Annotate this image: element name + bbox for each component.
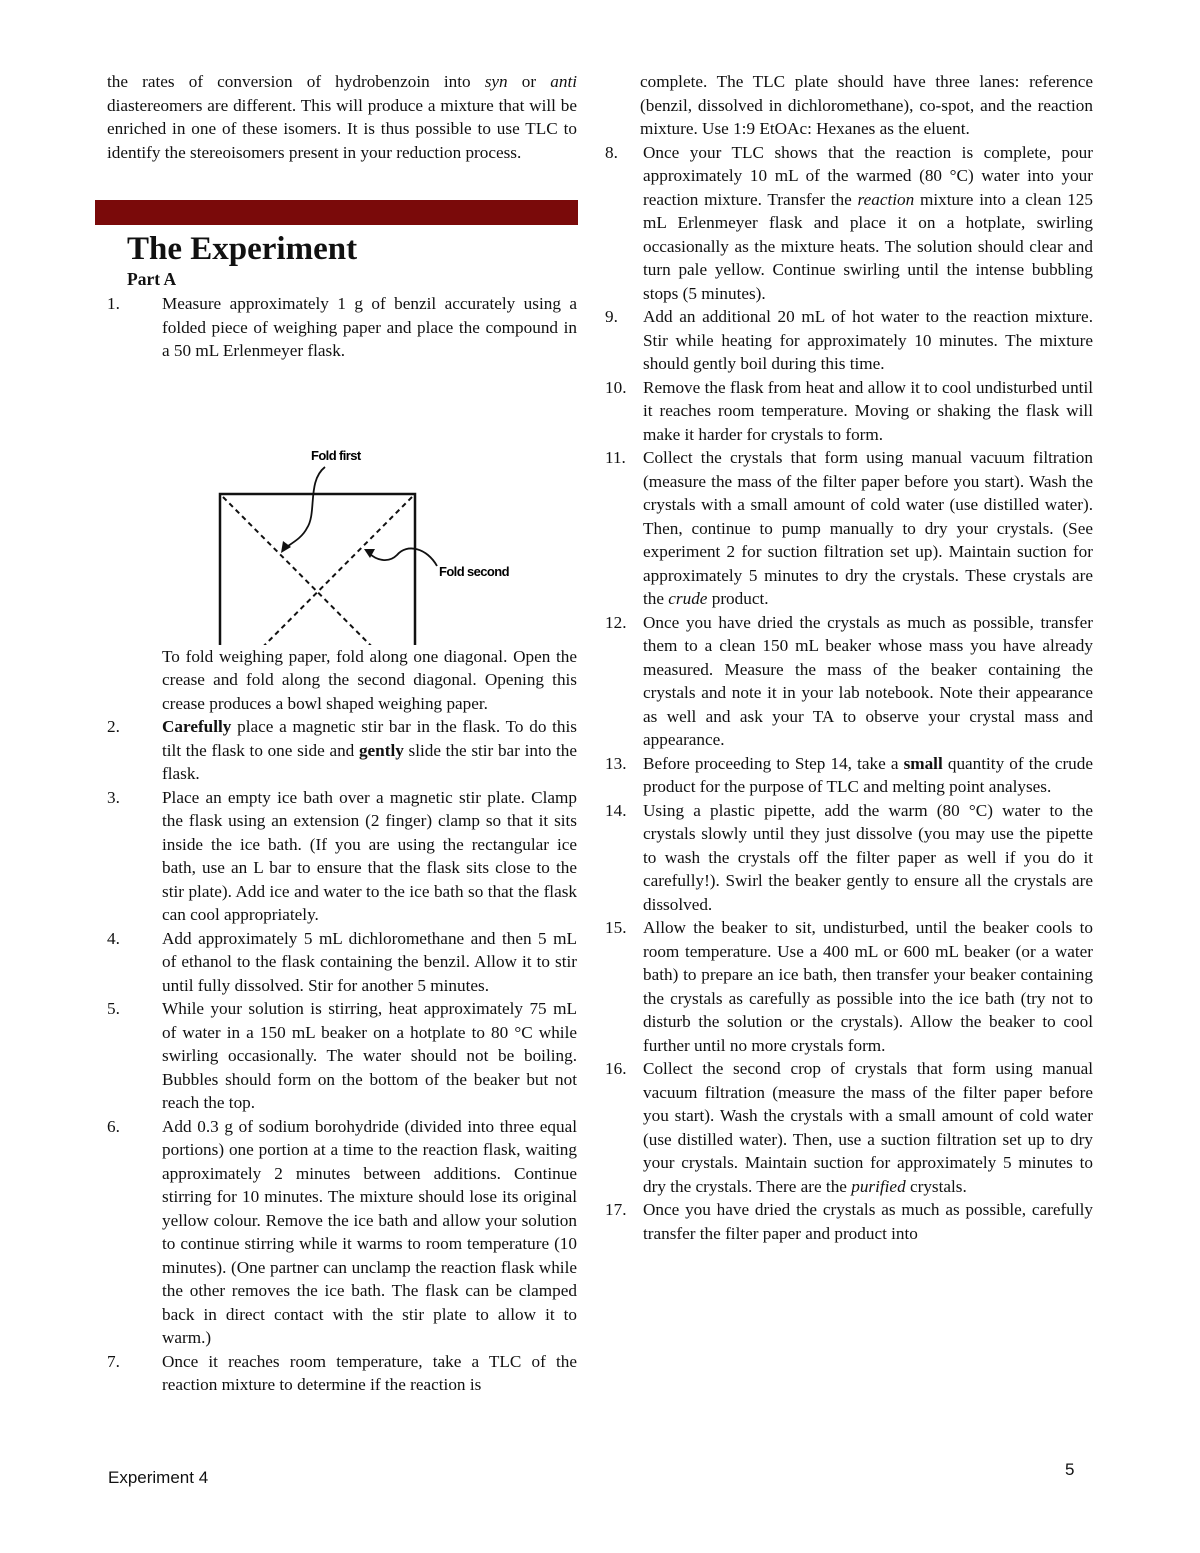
step-1: 1. Measure approximately 1 g of benzil accurately using a folded piece of weighing paper and place the compound in a 50 mL Erlenmeyer flask.	[107, 294, 577, 360]
diagonal-first	[223, 497, 412, 645]
step-16: 16. Collect the second crop of crystals that form using manual vacuum filtration (measure the mass of the filter paper before you start). Wash the crystals with a small amount of cold water (use distilled water). Then, use a suction filtration set up to dry your crystals. Maintain suction for approximately 5 minutes to dry the crystals. There are the purified crystals.	[605, 1059, 1093, 1196]
section-divider-bar	[95, 200, 578, 225]
step-3: 3. Place an empty ice bath over a magnetic stir plate. Clamp the flask using an extension (2 finger) clamp so that it sits inside the ice bath. (If you are using the rectangular ice bath, use an L bar to ensure that the flask sits close to the stir plate). Add ice and water to the ice bath so that the flask can cool appropriately.	[107, 787, 577, 924]
fold-diagram-svg	[107, 363, 577, 645]
step-6: 6. Add 0.3 g of sodium borohydride (divided into three equal portions) one portion at a time to the reaction flask, waiting approximately 2 minutes between additions. Continue stirring for 10 minutes. The mixture should lose its original yellow colour. Remove the ice bath and allow your solution to continue stirring while it warms to room temperature (10 minutes). (One partner can unclamp the reaction flask while the other removes the ice bath. The flask can be clamped back in direct contact with the stir plate to allow it to warm.)	[107, 1116, 577, 1347]
step-10: 10. Remove the flask from heat and allow it to cool undisturbed until it reaches room temperature. Moving or shaking the flask will make it harder for crystals to form.	[605, 377, 1093, 444]
step-9: 9. Add an additional 20 mL of hot water to the reaction mixture. Stir while heating for approximately 10 minutes. The mixture should gently boil during this time.	[605, 307, 1093, 373]
step-17: 17. Once you have dried the crystals as much as possible, carefully transfer the filter paper and product into	[605, 1200, 1093, 1243]
label-fold-second: Fold second	[439, 563, 509, 579]
label-fold-first: Fold first	[311, 447, 361, 463]
step-15: 15. Allow the beaker to sit, undisturbed, until the beaker cools to room temperature. Use a 400 mL or 600 mL beaker (or a water bath) to prepare an ice bath, then transfer your beaker containing the crystals as carefully as possible into the ice bath (try not to disturb the solution or the crystals). Allow the beaker to cool further until no more crystals form.	[605, 918, 1093, 1055]
weighing-paper-diagram	[107, 363, 577, 645]
arrow-second-line	[369, 548, 437, 566]
step-2: 2. Carefully place a magnetic stir bar in the flask. To do this tilt the flask to one side and gently slide the stir bar into the flask.	[107, 717, 577, 783]
diagonal-second	[223, 497, 412, 645]
part-heading: Part A	[127, 269, 177, 289]
section-heading: The Experiment	[127, 231, 358, 267]
intro-paragraph: the rates of conversion of hydrobenzoin into syn or anti diastereomers are different. This will produce a mixture that will be enriched in one of these isomers. It is thus possible to use TLC to identify the stereoisomers present in your reduction process.	[107, 72, 577, 162]
paper-square	[220, 494, 415, 645]
fold-note: To fold weighing paper, fold along one diagonal. Open the crease and fold along the second diagonal. Opening this crease produces a bowl shaped weighing paper.	[162, 646, 577, 713]
step-8: 8. Once your TLC shows that the reaction is complete, pour approximately 10 mL of the warmed (80 °C) water into your reaction mixture. Transfer the reaction mixture into a clean 125 mL Erlenmeyer flask and place it on a hotplate, swirling occasionally as the mixture heats. The solution should clear and turn pale yellow. Continue swirling until the intense bubbling stops (5 minutes).	[605, 142, 1093, 303]
step-13: 13. Before proceeding to Step 14, take a small quantity of the crude product for the purpose of TLC and melting point analyses.	[605, 753, 1093, 796]
left-steps	[107, 292, 577, 1397]
footer-page-number: 5	[1065, 1460, 1075, 1479]
step-4: 4. Add approximately 5 mL dichloromethane and then 5 mL of ethanol to the flask containing the benzil. Allow it to stir until fully dissolved. Stir for another 5 minutes.	[107, 928, 577, 995]
arrow-first-line	[285, 467, 325, 548]
step-11: 11. Collect the crystals that form using manual vacuum filtration (measure the mass of the filter paper before you start). Wash the crystals with a small amount of cold water (use distilled water). Then, continue to pump manually to dry your crystals. (See experiment 2 for suction filtration set up). Maintain suction for approximately 5 minutes to dry the crystals. These crystals are the crude product.	[605, 448, 1093, 608]
step-7-continued: complete. The TLC plate should have three lanes: reference (benzil, dissolved in dichloromethane), co-spot, and the reaction mixture. Use 1:9 EtOAc: Hexanes as the eluent.	[640, 72, 1093, 138]
step-14: 14. Using a plastic pipette, add the warm (80 °C) water to the crystals slowly until they just dissolve (you may use the pipette to wash the crystals off the filter paper as well if you do it carefully!). Swirl the beaker gently to ensure all the crystals are dissolved.	[605, 800, 1093, 914]
step-5: 5. While your solution is stirring, heat approximately 75 mL of water in a 150 mL beaker on a hotplate to 80 °C while swirling occasionally. The water should not be boiling. Bubbles should form on the bottom of the beaker but not reach the top.	[107, 999, 577, 1112]
left-column	[107, 70, 577, 164]
footer-experiment-label: Experiment 4	[108, 1468, 209, 1487]
step-12: 12. Once you have dried the crystals as much as possible, transfer them to a clean 150 mL beaker whose mass you have already measured. Measure the mass of the beaker containing the crystals and note it in your lab notebook. Note their appearance as well and ask your TA to observe your crystal mass and appearance.	[605, 612, 1093, 749]
right-column	[605, 70, 1093, 1245]
step-7: 7. Once it reaches room temperature, take a TLC of the reaction mixture to determine if the reaction is	[107, 1351, 577, 1394]
arrow-first-head	[281, 541, 291, 553]
